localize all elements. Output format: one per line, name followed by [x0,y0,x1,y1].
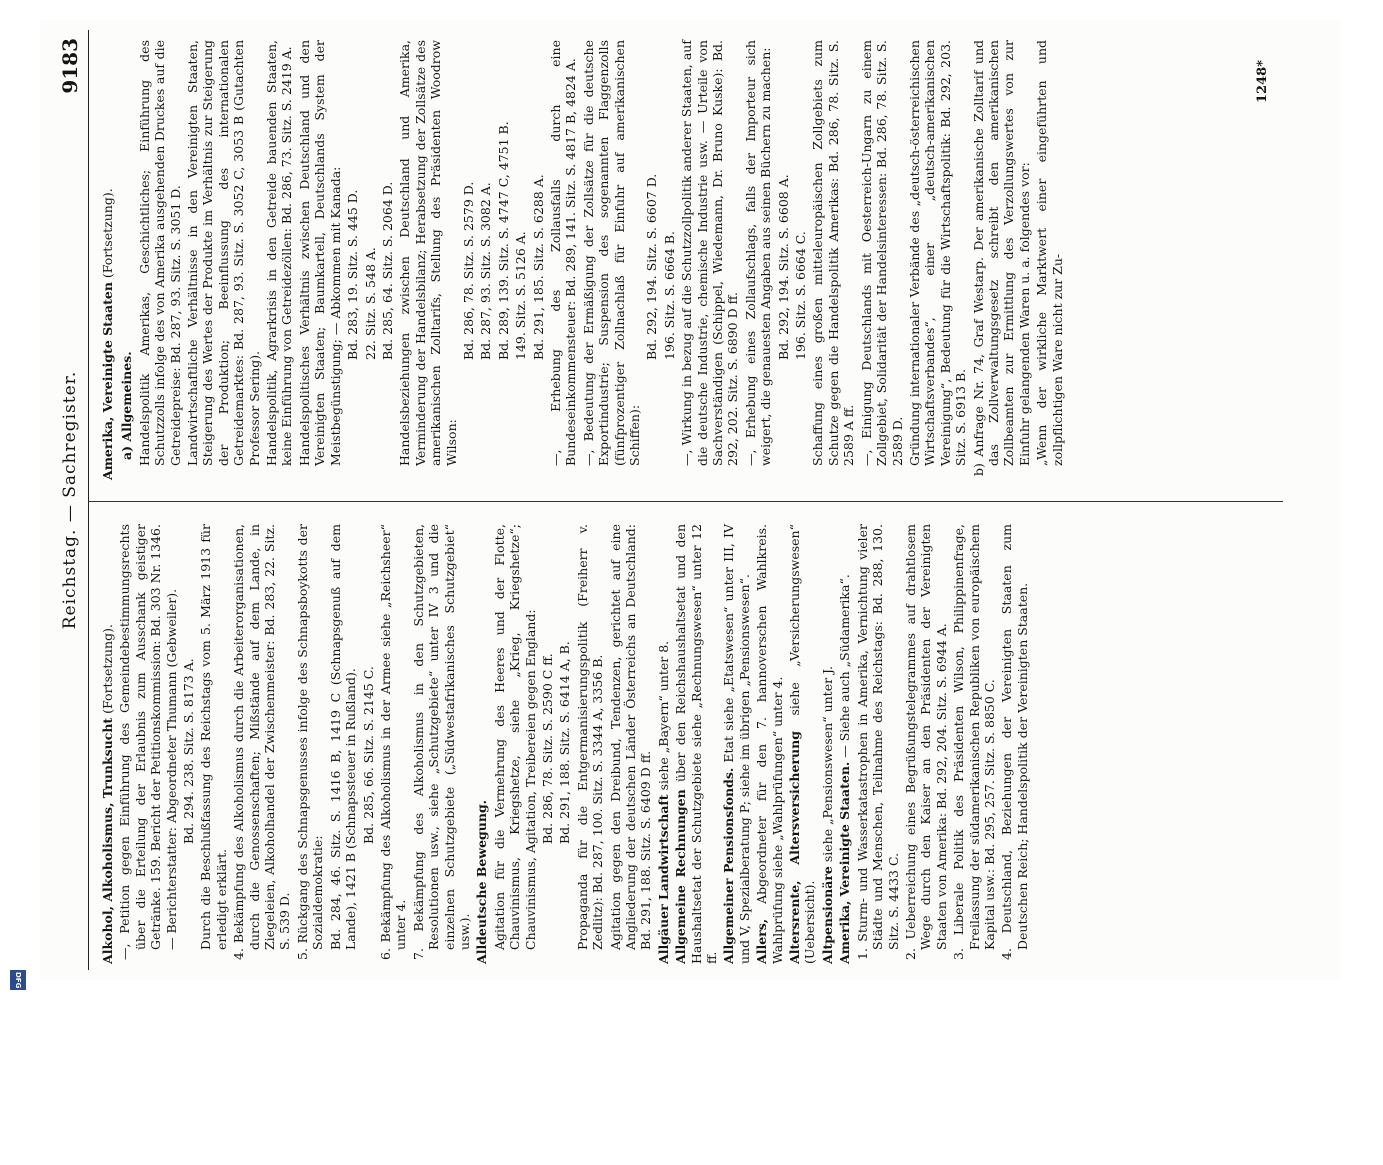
entry-paragraph: „Wenn der wirkliche Marktwert einer eingeführten und zollpflichtigen Ware nicht zur Zu- [1034,40,1065,466]
entry-text: — Siehe auch „Südamerika“. [837,574,853,762]
entry-text: siehe „Pensionswesen“ unter J. [819,665,835,867]
numbered-subentry: 4. Deutschland, Beziehungen der Vereinigten Staaten zum Deutschen Reich; Handelspolitik der Vereinigten Staaten. [999,524,1030,960]
scanned-page [40,20,1340,980]
dfg-logo: DFG [10,970,26,990]
entry-text: Etat siehe „Etatswesen“ unter III, IV und V, Spezialberatung P; siehe im übrigen „Pensionswesen“. [721,524,752,964]
entry-paragraph: —, Einigung Deutschlands mit Oesterreich-Ungarn zu einem Zollgebiet, Solidarität der Handelsinteressen: Bd. 286, 78. Sitz. S. 2589 D. [858,40,905,466]
volume-reference: Bd. 287, 93. Sitz. S. 3082 A. [478,182,494,360]
entry-text: siehe „Versicherungswesen“ (Uebersicht). [787,524,818,964]
entry-paragraph: Handelspolitik Amerikas, Geschichtliches; Einführung des Schutzzolls infolge des von Amerika ausgehenden Druckes auf die Getreidepreise: Bd. 287, 93. Sitz. S. 3051 D. [136,40,183,466]
numbered-subentry: 2. Ueberreichung eines Begrüßungstelegrammes auf drahtlosem Wege durch den Kaiser an den Präsidenten der Vereinigten Staaten von Amerika: Bd. 292, 204. Sitz. S. 6944 A. [902,524,949,960]
volume-reference: 196. Sitz. S. 6664 C. [793,231,809,360]
volume-reference: Bd. 286, 78. Sitz. S. 2579 D. [460,181,476,360]
numbered-subentry: 4. Bekämpfung des Alkoholismus durch die Arbeiterorganisationen, durch die Genossenschaften; Mißstände auf dem Lande, in Ziegeleien, Alkoholhandel der Zwischenmeister: Bd. 283, 22. Sitz. S. 539 D. [231,524,293,960]
entry-paragraph: —, Bedeutung der Ermäßigung der Zollsätze für die deutsche Exportindustrie; Suspension des sogenannten Flaggenzolls (fünfprozentiger Zollnachlaß für Einfuhr auf amerikanischen Schiffen): [580,40,642,466]
numbered-subentry: 1. Sturm- und Wasserkatastrophen in Amerika, Vernichtung vieler Städte und Menschen, Teilnahme des Reichstags: Bd. 288, 130. Sitz. S. 4433 C. [854,524,901,960]
entry-paragraph: —, Erhebung eines Zollaufschlags, falls der Importeur sich weigert, die genauesten Angaben aus seinen Büchern zu machen: [742,40,774,466]
entry-heading: Allgäuer Landwirtschaft [655,794,671,964]
section-heading: a) Allgemeines. [119,351,135,460]
volume-reference: Bd. 285, 64. Sitz. S. 2064 D. [379,181,395,360]
entry-heading: Allers, [754,918,770,964]
index-entry [837,524,852,964]
numbered-subentry: —, Petition gegen Einführung des Gemeindebestimmungsrechts über die Erteilung der Erlaubnis zum Ausschank geistiger Getränke. 159. Bericht der Petitionskommission: Bd. 303 Nr. 1346. — Berichterstatter: Abgeordneter Thumann (Gebweiler). [117,524,179,960]
volume-reference: Bd. 291, 188. Sitz. S. 6414 A, B. [557,641,573,844]
numbered-subentry: 6. Bekämpfung des Alkoholismus in der Armee siehe „Reichsheer“ unter 4. [377,524,409,960]
volume-reference: Bd. 289, 139. Sitz. S. 4747 C, 4751 B. [495,121,511,360]
index-entry [721,524,752,964]
entry-heading: Alkohol, Alkoholismus, Trunksucht [100,717,115,964]
entry-paragraph: Landwirtschaftliche Verhältnisse in den Vereinigten Staaten, Steigerung des Wertes der Produkte im Verhältnis zur Steigerung der Produktion; Beeinflussung des internationalen Getreidemarktes: Bd. 287, 93. Sitz. S. 3052 C, 3053 B (Gutachten Professor Sering). [185,40,262,466]
scan-stage [40,20,1340,980]
entry-text: (Fortsetzung). [100,624,115,718]
digitization-credit [8,565,30,995]
entry-paragraph: Durch die Beschlußfassung des Reichstags vom 5. März 1913 für erledigt erklärt. [198,524,229,950]
entry-text: (Fortsetzung). [100,188,115,283]
entry-paragraph: Propaganda für die Entgermanisierungspolitik (Freiherr v. Zedlitz): Bd. 287, 100. Sitz. S. 3344 A, 3356 B. [574,524,606,950]
index-entry [656,524,671,964]
entry-text: Abgeordneter für den 7. hannoverschen Wahlkreis. Wahlprüfung siehe „Wahlprüfungen“ unter 4. [754,524,785,964]
entry-paragraph: —, Erhebung des Zollausfalls durch eine Bundeseinkommensteuer: Bd. 289, 141. Sitz. S. 4817 B, 4824 A. [547,40,579,466]
entry-paragraph: —, Wirkung in bezug auf die Schutzzollpolitik anderer Staaten, auf die deutsche Industrie, chemische Industrie usw. — Urteile von Sachverständigen (Schippel, Wiedemann, Dr. Bruno Kuske): Bd. 292, 202. Sitz. S. 6890 D ff. [679,40,741,466]
entry-paragraph: Gründung internationaler Verbände des „deutsch-österreichischen Wirtschaftsverbandes“, einer „deutsch-amerikanischen Vereinigung“, Bedeutung für die Wirtschaftspolitik: Bd. 292, 203. Sitz. S. 6913 B. [906,40,969,466]
volume-reference: Bd. 291, 185. Sitz. S. 6288 A. [530,174,546,360]
entry-heading: Alldeutsche Bewegung. [474,799,490,964]
volume-reference: Bd. 286, 78. Sitz. S. 2590 C ff. [539,653,555,844]
signature-mark: 1248* [1255,60,1270,103]
numbered-subentry: 3. Liberale Politik des Präsidenten Wilson, Philippinenfrage, Freilassung der südamerikanischen Republiken von europäischem Kapital usw.: Bd. 295, 257. Sitz. S. 8850 C. [951,524,997,960]
entry-heading: Amerika, Vereinigte Staaten. [837,761,853,964]
entry-heading: Allgemeine Rechnungen [673,789,689,964]
numbered-subentry: 7. Bekämpfung des Alkoholismus in den Schutzgebieten, Resolutionen usw., siehe „Schutzgebiete“ unter IV 3 und die einzelnen Schutzgebiete („Südwestafrikanisches Schutzgebiet“ usw.). [410,524,472,960]
entry-heading: Amerika, Vereinigte Staaten [100,282,115,480]
page-number: 9183 [58,38,82,94]
entry-paragraph: Schaffung eines großen mitteleuropäischen Zollgebiets zum Schutze gegen die Handelspolitik Amerikas: Bd. 286, 78. Sitz. S. 2589 A ff. [810,40,857,466]
index-entry [820,524,835,964]
index-entry [787,524,818,964]
page-header [48,30,89,970]
volume-reference: Bd. 285, 66. Sitz. S. 2145 C. [360,666,376,844]
index-entry [100,40,115,480]
volume-reference: Bd. 283, 19. Sitz. S. 445 D. [345,189,361,360]
entry-heading: Altersrente, Altersversicherung [787,731,803,964]
numbered-subentry: b) Anfrage Nr. 74, Graf Westarp. Der amerikanische Zolltarif und das Zollverwaltungsgesetz schreibt den amerikanischen Zollbeamten zur Ermittlung des Verzollungswertes von zur Einfuhr gelangenden Waren u. a. folgendes vor: [970,40,1032,476]
index-entry [754,524,785,964]
entry-paragraph: Agitation für die Vermehrung des Heeres und der Flotte, Chauvinismus, Kriegshetze, siehe „Krieg, Kriegshetze“; Chauvinismus, Agitation, Treibereien gegen England: [491,524,538,950]
numbered-subentry: 5. Rückgang des Schnapsgenusses infolge des Schnapsboykotts der Sozialdemokratie: [294,524,326,960]
entry-text: über den Reichshaushaltsetat und den Haushaltsetat der Schutzgebiete siehe „Rechnungswesen“ unter 12 ff. [673,524,720,964]
volume-reference: Bd. 294. 238. Sitz. S. 8173 A. [181,658,197,844]
volume-reference: Bd. 292, 194. Sitz. S. 6608 A. [775,174,791,360]
entry-paragraph: Handelsbeziehungen zwischen Deutschland und Amerika, Verminderung der Handelsbilanz; Herabsetzung der Zollsätze des amerikanischen Zolltarifs, Stellung des Präsidenten Woodrow Wilson: [397,40,459,466]
right-column [100,40,1067,480]
running-title: Reichstag. — Sachregister. [60,370,80,630]
volume-reference: Bd. 292, 194. Sitz. S. 6607 D. [644,173,660,360]
volume-reference: 149. Sitz. S. 5126 A. [513,231,529,360]
volume-reference: 22. Sitz. S. 548 A. [362,247,378,360]
entry-text: siehe „Bayern“ unter 8. [655,640,671,795]
index-entry [673,524,719,964]
column-divider [88,501,1283,502]
entry-heading: Allgemeiner Pensionsfonds. [721,767,737,964]
entry-paragraph: Agitation gegen den Dreibund, Tendenzen, gerichtet auf eine Angliederung der deutschen Länder Österreichs an Deutschland: Bd. 291, 188. Sitz. S. 6409 D ff. [607,524,654,950]
left-column [100,524,1032,964]
volume-reference: 196. Sitz. S. 6664 B. [661,231,677,360]
index-entry [100,524,115,964]
index-entry [474,524,489,964]
entry-paragraph: Handelspolitik, Agrarkrisis in den Getreide bauenden Staaten, keine Einführung von Getreidezöllen: Bd. 286, 73. Sitz. S. 2419 A. [264,40,295,466]
entry-paragraph: Handelspolitisches Verhältnis zwischen Deutschland und den Vereinigten Staaten; Baumkartell, Deutschlands System der Meistbegünstigung; — Abkommen mit Kanada: [296,40,343,466]
entry-paragraph: Bd. 284, 46. Sitz. S. 1416 B, 1419 C (Schnapsgenuß auf dem Lande), 1421 B (Schnapssteuer in Rußland). [327,524,359,950]
entry-heading: Altpensionäre [819,866,835,964]
